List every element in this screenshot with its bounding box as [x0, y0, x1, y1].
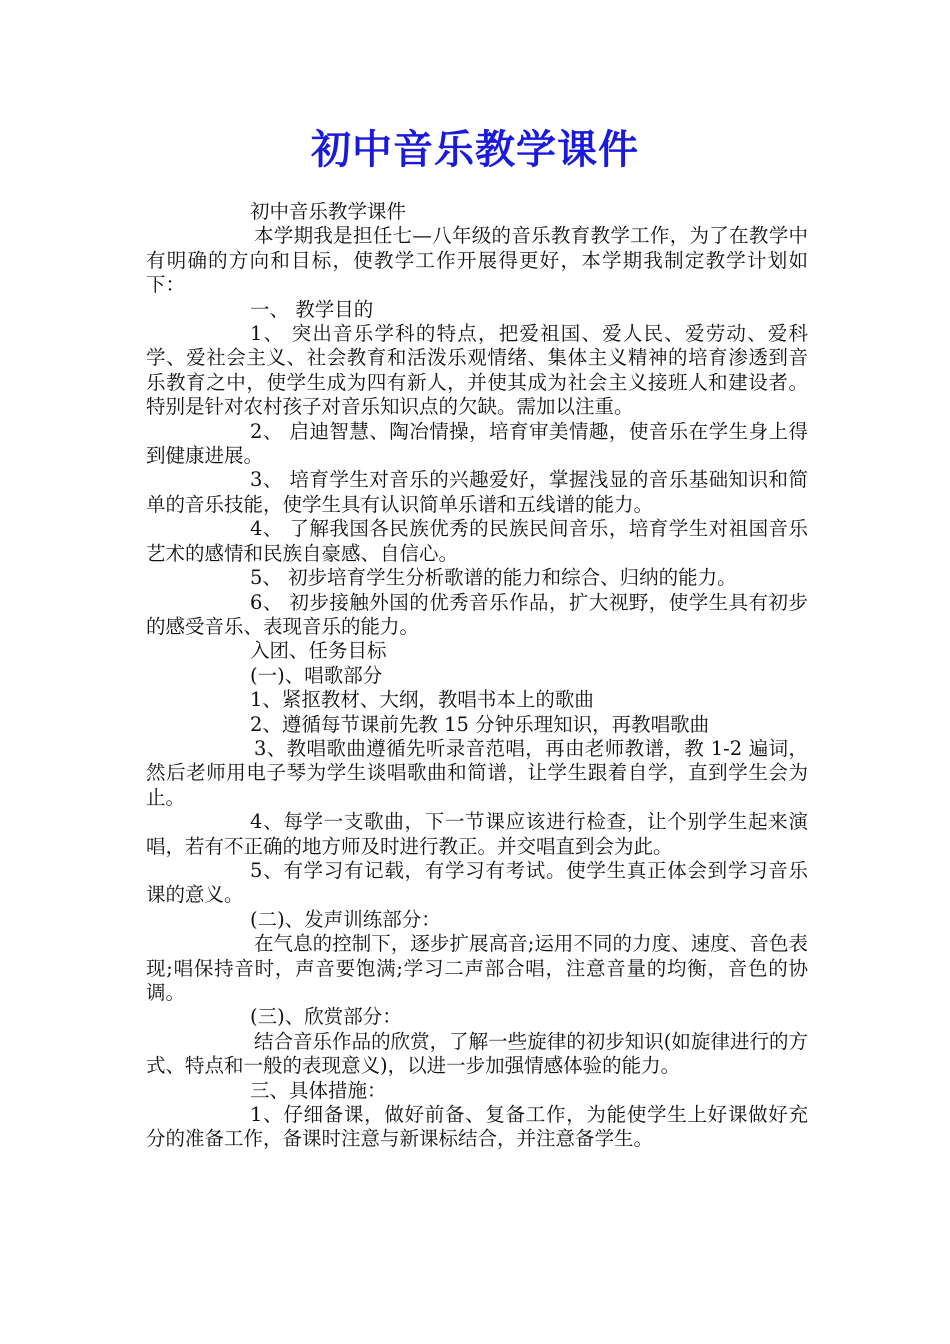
goal-item-6: 6、 初步接触外国的优秀音乐作品，扩大视野，使学生具有初步的感受音乐、表现音乐的能力。	[146, 590, 808, 638]
goal-item-4: 4、 了解我国各民族优秀的民族民间音乐，培育学生对祖国音乐艺术的感情和民族自豪感、自信心。	[146, 517, 808, 565]
document-body	[146, 200, 808, 1152]
paragraph-heading: 初中音乐教学课件	[250, 200, 407, 223]
measure-item-1: 1、仔细备课，做好前备、复备工作，为能使学生上好课做好充分的准备工作，备课时注意与新课标结合，并注意备学生。	[146, 1103, 808, 1151]
subsection-singing: (一)、唱歌部分	[250, 663, 383, 687]
subsection-appreciation: (三)、欣赏部分：	[250, 1005, 402, 1029]
singing-item-2: 2、遵循每节课前先教 15 分钟乐理知识，再教唱歌曲	[250, 712, 710, 736]
singing-item-4: 4、每学一支歌曲，下一节课应该进行检查，让个别学生起来演唱，若有不正确的地方师及时进行教正。并交唱直到会为此。	[146, 810, 808, 858]
appreciation-paragraph: 结合音乐作品的欣赏，了解一些旋律的初步知识(如旋律进行的方式、特点和一般的表现意义)，以进一步加强情感体验的能力。	[146, 1029, 808, 1078]
vocal-paragraph: 在气息的控制下，逐步扩展高音;运用不同的力度、速度、音色表现;唱保持音时，声音要饱满;学习二声部合唱，注意音量的均衡，音色的协调。	[146, 932, 808, 1004]
section-heading-tasks: 入团、任务目标	[250, 639, 387, 663]
paragraph-intro: 本学期我是担任七—八年级的音乐教育教学工作，为了在教学中有明确的方向和目标，使教学工作开展得更好，本学期我制定教学计划如下：	[146, 224, 808, 297]
singing-item-1: 1、紧抠教材、大纲，教唱书本上的歌曲	[250, 688, 594, 712]
goal-item-5: 5、 初步培育学生分析歌谱的能力和综合、归纳的能力。	[250, 566, 737, 590]
singing-item-5: 5、有学习有记载，有学习有考试。使学生真正体会到学习音乐课的意义。	[146, 858, 808, 907]
goal-item-2: 2、 启迪智慧、陶冶情操，培育审美情趣，使音乐在学生身上得到健康进展。	[146, 419, 808, 468]
section-heading-goals: 一、 教学目的	[250, 297, 374, 321]
subsection-vocal: (二)、发声训练部分：	[250, 907, 441, 931]
section-heading-measures: 三、具体措施：	[250, 1078, 387, 1102]
singing-item-3: 3、教唱歌曲遵循先听录音范唱，再由老师教谱，教 1-2 遍词，然后老师用电子琴为学生谈唱歌曲和简谱，让学生跟着自学，直到学生会为止。	[146, 736, 808, 809]
goal-item-3: 3、 培育学生对音乐的兴趣爱好，掌握浅显的音乐基础知识和简单的音乐技能，使学生具有认识简单乐谱和五线谱的能力。	[146, 468, 808, 516]
document-title: 初中音乐教学课件	[311, 126, 639, 173]
goal-item-1: 1、 突出音乐学科的特点，把爱祖国、爱人民、爱劳动、爱科学、爱社会主义、社会教育和活泼乐观情绪、集体主义精神的培育渗透到音乐教育之中，使学生成为四有新人，并使其成为社会主义接班人和建设者。特别是针对农村孩子对音乐知识点的欠缺。需加以注重。	[146, 322, 808, 419]
